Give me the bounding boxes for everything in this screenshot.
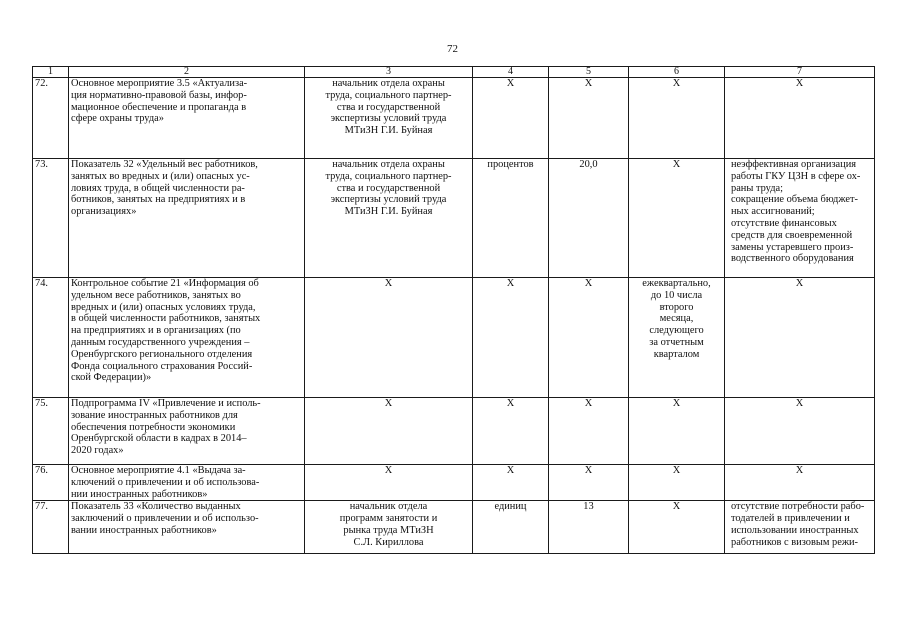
deadline-line: за отчетным [649,336,704,348]
risk-cell [725,465,875,501]
deadline-line: кварталом [653,348,700,360]
responsible-person [305,398,473,465]
unit-cell: X [473,465,549,501]
responsible-person [305,501,473,554]
table-row [33,398,875,465]
page-number: 72 [447,43,458,55]
responsible-line: программ занятости и [339,513,438,525]
item-name-line: Фонда социального страхования Россий- [71,360,253,372]
deadline-line: X [672,465,681,476]
item-name-line: вредных и (или) опасных условиях труда, [71,301,256,313]
deadline-line: месяца, [659,313,694,325]
item-name-line: данным государственного учреждения – [71,336,250,348]
column-header: 7 [725,67,875,78]
item-name-line: зование иностранных работников для [71,409,238,421]
deadline-line: X [672,78,681,89]
unit-cell: процентов [473,159,549,278]
value-cell: X [549,78,629,159]
column-header: 4 [473,67,549,78]
deadline-line: второго [659,301,694,313]
row-number: 73. [33,159,69,278]
table-row [33,78,875,159]
risk-cell [725,501,875,554]
item-name-line: вании иностранных работников» [71,524,217,536]
risk-line: водственного оборудования [731,253,854,265]
item-name-line: ботников, занятых на предприятиях и в [71,194,246,206]
responsible-line: X [384,398,393,409]
item-name [69,278,305,398]
risk-line: X [795,398,804,409]
responsible-line: X [384,465,393,476]
item-name-line: сфере охраны труда» [71,113,164,125]
header-row [33,67,875,78]
item-name-line: занятых во вредных и (или) опасных ус- [71,170,250,182]
deadline-line: ежеквартально, [642,278,711,289]
deadline-line: до 10 числа [650,289,703,301]
responsible-person [305,78,473,159]
item-name-line: Показатель 33 «Количество выданных [71,501,241,513]
responsible-line: экспертизы условий труда [330,194,447,206]
risk-line: тодателей в привлечении и [731,513,850,525]
deadline-cell [629,159,725,278]
deadline-cell [629,398,725,465]
responsible-line: С.Л. Кириллова [353,536,424,548]
deadline-cell [629,278,725,398]
unit-cell: X [473,398,549,465]
responsible-line: МТиЗН Г.И. Буйная [344,125,433,137]
risk-line: использовании иностранных [731,524,859,536]
item-name-line: обеспечения потребности экономики [71,421,236,433]
risk-cell [725,159,875,278]
responsible-line: начальник отдела охраны [332,78,445,89]
risk-line: отсутствие финансовых [731,217,837,229]
column-header: 2 [69,67,305,78]
risk-line: работы ГКУ ЦЗН в сфере ох- [731,170,861,182]
table-row [33,501,875,554]
item-name [69,501,305,554]
responsible-line: МТиЗН Г.И. Буйная [344,206,433,218]
risk-line: X [795,278,804,289]
risk-line: ных ассигнований; [731,206,815,218]
column-header: 3 [305,67,473,78]
item-name-line: на предприятиях и в организациях (по [71,325,241,337]
value-cell: X [549,465,629,501]
value-cell: 13 [549,501,629,554]
item-name [69,159,305,278]
item-name-line: ция нормативно-правовой базы, инфор- [71,89,247,101]
unit-cell: единиц [473,501,549,554]
table-row [33,159,875,278]
item-name-line: Оренбургской области в кадрах в 2014– [71,433,247,445]
risk-line: отсутствие потребности рабо- [731,501,865,513]
row-number: 76. [33,465,69,501]
value-cell: X [549,278,629,398]
risk-line: X [795,78,804,89]
plan-table [32,66,875,554]
item-name [69,465,305,501]
risk-line: раны труда; [731,182,783,194]
row-number: 72. [33,78,69,159]
table-row [33,465,875,501]
row-number: 77. [33,501,69,554]
item-name-line: Показатель 32 «Удельный вес работников, [71,159,258,170]
risk-cell [725,278,875,398]
risk-line: работников с визовым режи- [731,536,859,548]
item-name-line: Контрольное событие 21 «Информация об [71,278,259,289]
item-name-line: нии иностранных работников» [71,488,208,500]
risk-line: сокращение объема бюджет- [731,194,858,206]
responsible-person [305,465,473,501]
unit-cell: X [473,78,549,159]
responsible-line: X [384,278,393,289]
column-header: 5 [549,67,629,78]
responsible-line: экспертизы условий труда [330,113,447,125]
item-name-line: в общей численности работников, занятых [71,313,261,325]
item-name-line: Подпрограмма IV «Привлечение и исполь- [71,398,261,409]
risk-cell [725,78,875,159]
responsible-line: ства и государственной [336,182,441,194]
deadline-cell [629,465,725,501]
column-header: 1 [33,67,69,78]
risk-line: неэффективная организация [731,159,857,170]
deadline-line: следующего [649,325,704,337]
risk-line: замены устаревшего произ- [731,241,854,253]
item-name-line: Основное мероприятие 3.5 «Актуализа- [71,78,248,89]
item-name [69,78,305,159]
responsible-line: труда, социального партнер- [325,89,452,101]
row-number: 75. [33,398,69,465]
deadline-cell [629,501,725,554]
risk-line: средств для своевременной [731,229,853,241]
deadline-line: X [672,159,681,170]
column-header: 6 [629,67,725,78]
item-name-line: заключений о привлечении и об использо- [71,513,259,525]
item-name-line: удельном весе работников, занятых во [71,289,241,301]
unit-cell: X [473,278,549,398]
risk-cell [725,398,875,465]
responsible-line: труда, социального партнер- [325,170,452,182]
item-name-line: ловиях труда, в общей численности ра- [71,182,245,194]
row-number: 74. [33,278,69,398]
value-cell: 20,0 [549,159,629,278]
responsible-person [305,278,473,398]
responsible-person [305,159,473,278]
deadline-line: X [672,398,681,409]
deadline-line: X [672,501,681,513]
item-name-line: ключений о привлечении и об использова- [71,476,260,488]
item-name-line: 2020 годах» [71,445,124,457]
value-cell: X [549,398,629,465]
item-name-line: мационное обеспечение и пропаганда в [71,101,247,113]
item-name-line: ской Федерации)» [71,372,152,384]
table-row [33,278,875,398]
item-name-line: Оренбургского регионального отделения [71,348,253,360]
item-name-line: организациях» [71,206,137,218]
item-name-line: Основное мероприятие 4.1 «Выдача за- [71,465,246,476]
responsible-line: начальник отдела охраны [332,159,445,170]
responsible-line: ства и государственной [336,101,441,113]
responsible-line: начальник отдела [349,501,428,513]
responsible-line: рынка труда МТиЗН [343,524,434,536]
risk-line: X [795,465,804,476]
deadline-cell [629,78,725,159]
item-name [69,398,305,465]
